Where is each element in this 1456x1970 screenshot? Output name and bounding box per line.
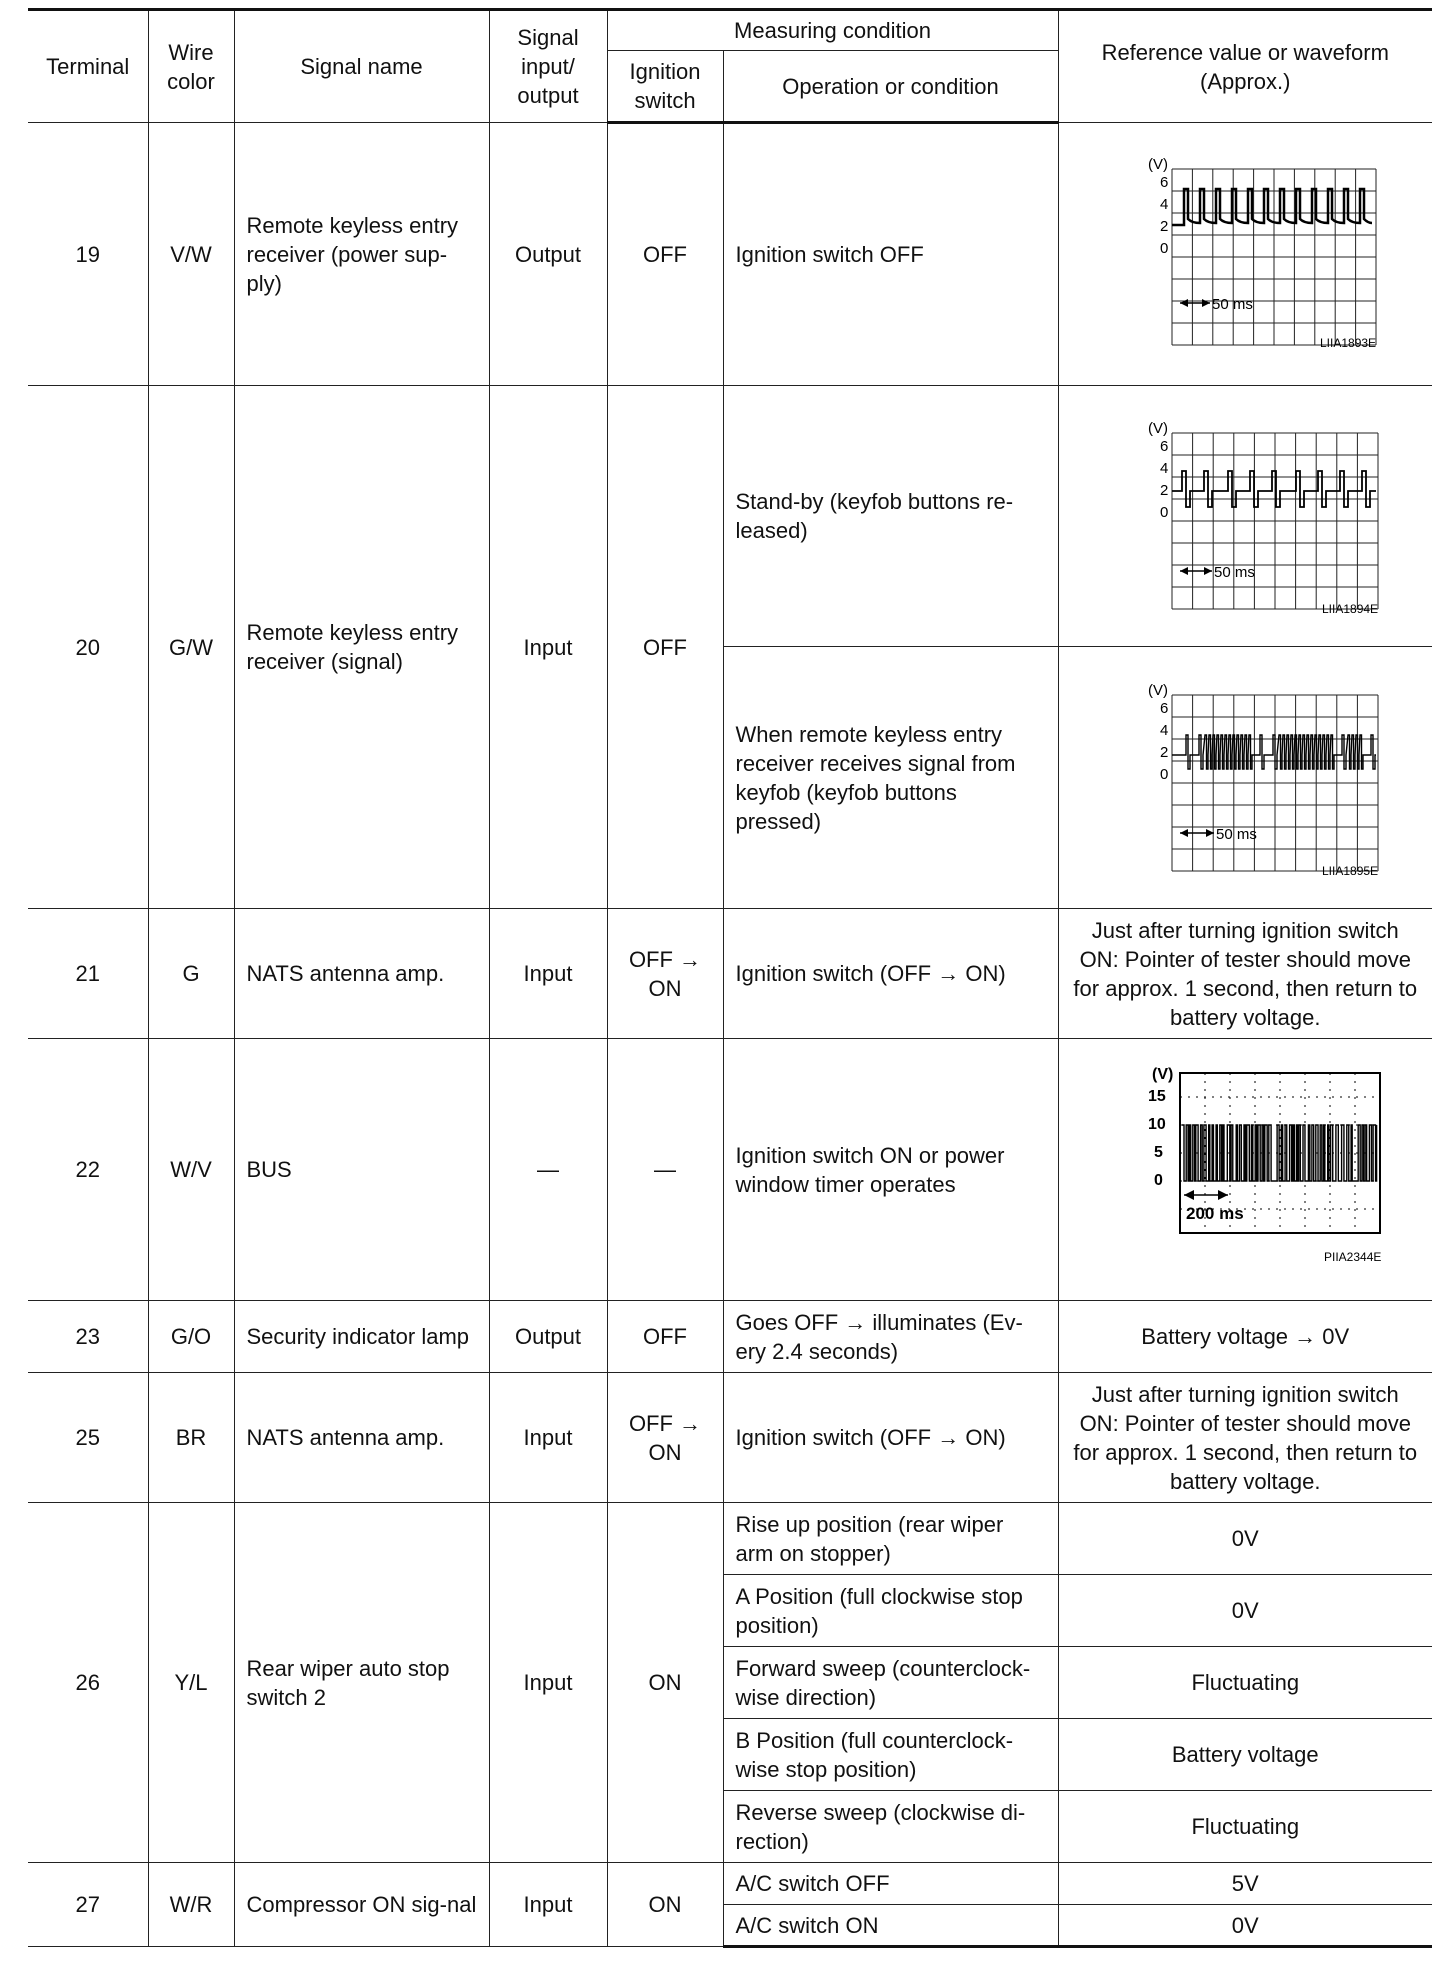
wire-color-cell: G/W xyxy=(148,386,234,909)
signal-io-cell: Output xyxy=(489,123,607,386)
operation-cell: A/C switch ON xyxy=(723,1905,1058,1947)
wire-color-cell: BR xyxy=(148,1373,234,1503)
table-row xyxy=(28,1503,1432,1575)
header-measuring-condition: Measuring condition xyxy=(607,10,1058,51)
table-row xyxy=(28,1301,1432,1373)
reference-waveform-cell xyxy=(1058,123,1432,386)
signal-io-cell: — xyxy=(489,1039,607,1301)
terminal-cell: 23 xyxy=(28,1301,148,1373)
reference-cell: Fluctuating xyxy=(1058,1647,1432,1719)
reference-cell: Fluctuating xyxy=(1058,1791,1432,1863)
waveform-tick-label: 0 xyxy=(1160,504,1169,521)
ignition-cell: OFF xyxy=(607,386,723,909)
waveform-graph-20b xyxy=(1100,673,1390,883)
wire-color-cell: V/W xyxy=(148,123,234,386)
header-wire-color: Wire color xyxy=(148,10,234,123)
waveform-tick-label: 6 xyxy=(1160,699,1169,717)
operation-cell: Stand-by (keyfob buttons re-leased) xyxy=(723,386,1058,647)
wire-color-cell: G/O xyxy=(148,1301,234,1373)
wire-color-cell: W/V xyxy=(148,1039,234,1301)
waveform-unit-label: (V) xyxy=(1152,1065,1174,1083)
header-signal-name: Signal name xyxy=(234,10,489,123)
wire-color-cell: G xyxy=(148,909,234,1039)
waveform-tick-label: 5 xyxy=(1154,1143,1164,1161)
wire-color-cell: Y/L xyxy=(148,1503,234,1863)
ignition-cell: OFF xyxy=(607,1301,723,1373)
waveform-tick-label: 0 xyxy=(1160,240,1169,257)
table-row xyxy=(28,1039,1432,1301)
table-row xyxy=(28,386,1432,647)
signal-io-cell: Output xyxy=(489,1301,607,1373)
signal-io-cell: Input xyxy=(489,909,607,1039)
waveform-grid xyxy=(1172,695,1378,871)
reference-cell: 0V xyxy=(1058,1503,1432,1575)
signal-name-cell: Security indicator lamp xyxy=(234,1301,489,1373)
operation-cell: Rise up position (rear wiper arm on stopper) xyxy=(723,1503,1058,1575)
signal-name-cell: Remote keyless entry receiver (power sup-ply) xyxy=(234,123,489,386)
waveform-graph-19 xyxy=(1100,149,1390,359)
terminal-cell: 21 xyxy=(28,909,148,1039)
waveform-tick-label: 15 xyxy=(1148,1087,1167,1105)
reference-cell: 5V xyxy=(1058,1863,1432,1905)
terminal-cell: 19 xyxy=(28,123,148,386)
signal-name-cell: Rear wiper auto stop switch 2 xyxy=(234,1503,489,1863)
ignition-cell: — xyxy=(607,1039,723,1301)
signal-io-cell: Input xyxy=(489,1863,607,1947)
waveform-grid xyxy=(1172,433,1378,609)
reference-waveform-cell xyxy=(1058,1039,1432,1301)
signal-io-cell: Input xyxy=(489,386,607,909)
figure-code: LIIA1894E xyxy=(1322,602,1379,616)
waveform-tick-label: 4 xyxy=(1160,460,1169,477)
header-ignition-switch: Ignition switch xyxy=(607,51,723,123)
time-scale-label: 50 ms xyxy=(1214,564,1256,581)
header-signal-io: Signal input/ output xyxy=(489,10,607,123)
operation-cell: When remote keyless entry receiver receives signal from keyfob (keyfob buttons pressed) xyxy=(723,647,1058,909)
waveform-grid xyxy=(1172,169,1376,345)
terminal-cell: 27 xyxy=(28,1863,148,1947)
terminal-spec-table xyxy=(28,8,1432,1948)
terminal-cell: 20 xyxy=(28,386,148,909)
ignition-cell: OFF → ON xyxy=(607,909,723,1039)
terminal-cell: 26 xyxy=(28,1503,148,1863)
ignition-cell: ON xyxy=(607,1503,723,1863)
table-row xyxy=(28,1863,1432,1905)
time-scale-label: 50 ms xyxy=(1216,825,1258,843)
waveform-unit-label: (V) xyxy=(1148,420,1169,437)
table-row xyxy=(28,1373,1432,1503)
signal-name-cell: Compressor ON sig-nal xyxy=(234,1863,489,1947)
waveform-unit-label: (V) xyxy=(1148,681,1169,699)
operation-cell: Ignition switch (OFF → ON) xyxy=(723,1373,1058,1503)
arrow-head-icon xyxy=(1218,1190,1228,1200)
operation-cell: Ignition switch ON or power window timer operates xyxy=(723,1039,1058,1301)
waveform-tick-label: 10 xyxy=(1148,1115,1167,1133)
signal-io-cell: Input xyxy=(489,1503,607,1863)
header-reference: Reference value or waveform (Approx.) xyxy=(1058,10,1432,123)
waveform-tick-label: 6 xyxy=(1160,438,1169,455)
operation-cell: Ignition switch OFF xyxy=(723,123,1058,386)
ignition-cell: OFF → ON xyxy=(607,1373,723,1503)
signal-io-cell: Input xyxy=(489,1373,607,1503)
waveform-trace xyxy=(1172,735,1376,769)
table-row xyxy=(28,909,1432,1039)
ignition-cell: ON xyxy=(607,1863,723,1947)
arrow-head-icon xyxy=(1202,299,1210,307)
header-terminal: Terminal xyxy=(28,10,148,123)
waveform-graph-20a xyxy=(1100,411,1390,621)
waveform-tick-label: 4 xyxy=(1160,196,1169,213)
wire-color-cell: W/R xyxy=(148,1863,234,1947)
reference-cell: Battery voltage → 0V xyxy=(1058,1301,1432,1373)
reference-cell: Just after turning ignition switch ON: Pointer of tester should move for approx. 1 second, then return to battery voltage. xyxy=(1058,1373,1432,1503)
signal-name-cell: BUS xyxy=(234,1039,489,1301)
waveform-tick-label: 2 xyxy=(1160,743,1169,761)
operation-cell: A Position (full clockwise stop position) xyxy=(723,1575,1058,1647)
operation-cell: Reverse sweep (clockwise di-rection) xyxy=(723,1791,1058,1863)
waveform-graph-22 xyxy=(1100,1065,1390,1275)
signal-name-cell: NATS antenna amp. xyxy=(234,909,489,1039)
operation-cell: B Position (full counterclock-wise stop position) xyxy=(723,1719,1058,1791)
arrow-head-icon xyxy=(1180,299,1188,307)
arrow-head-icon xyxy=(1204,567,1212,575)
waveform-trace xyxy=(1172,189,1372,225)
waveform-unit-label: (V) xyxy=(1148,156,1169,173)
table-row xyxy=(28,123,1432,386)
figure-code: PIIA2344E xyxy=(1324,1249,1382,1264)
waveform-tick-label: 4 xyxy=(1160,721,1169,739)
figure-code: LIIA1893E xyxy=(1320,336,1377,350)
waveform-trace xyxy=(1172,471,1376,507)
terminal-cell: 22 xyxy=(28,1039,148,1301)
reference-waveform-cell xyxy=(1058,647,1432,909)
arrow-head-icon xyxy=(1184,1190,1194,1200)
waveform-tick-label: 6 xyxy=(1160,174,1169,191)
operation-cell: Goes OFF → illuminates (Ev-ery 2.4 seconds) xyxy=(723,1301,1058,1373)
header-operation: Operation or condition xyxy=(723,51,1058,123)
waveform-tick-label: 0 xyxy=(1154,1171,1164,1189)
reference-cell: 0V xyxy=(1058,1905,1432,1947)
signal-name-cell: Remote keyless entry receiver (signal) xyxy=(234,386,489,909)
operation-cell: Forward sweep (counterclock-wise direction) xyxy=(723,1647,1058,1719)
operation-cell: Ignition switch (OFF → ON) xyxy=(723,909,1058,1039)
arrow-head-icon xyxy=(1180,829,1188,837)
waveform-tick-label: 2 xyxy=(1160,482,1169,499)
reference-cell: Just after turning ignition switch ON: Pointer of tester should move for approx. 1 second, then return to battery voltage. xyxy=(1058,909,1432,1039)
waveform-tick-label: 2 xyxy=(1160,218,1169,235)
terminal-cell: 25 xyxy=(28,1373,148,1503)
signal-name-cell: NATS antenna amp. xyxy=(234,1373,489,1503)
reference-waveform-cell xyxy=(1058,386,1432,647)
arrow-head-icon xyxy=(1180,567,1188,575)
operation-cell: A/C switch OFF xyxy=(723,1863,1058,1905)
time-scale-label: 200 ms xyxy=(1186,1203,1244,1223)
reference-cell: Battery voltage xyxy=(1058,1719,1432,1791)
figure-code: LIIA1895E xyxy=(1322,863,1379,878)
ignition-cell: OFF xyxy=(607,123,723,386)
reference-cell: 0V xyxy=(1058,1575,1432,1647)
time-scale-label: 50 ms xyxy=(1212,296,1254,313)
waveform-tick-label: 0 xyxy=(1160,765,1169,783)
waveform-trace xyxy=(1182,1125,1377,1181)
